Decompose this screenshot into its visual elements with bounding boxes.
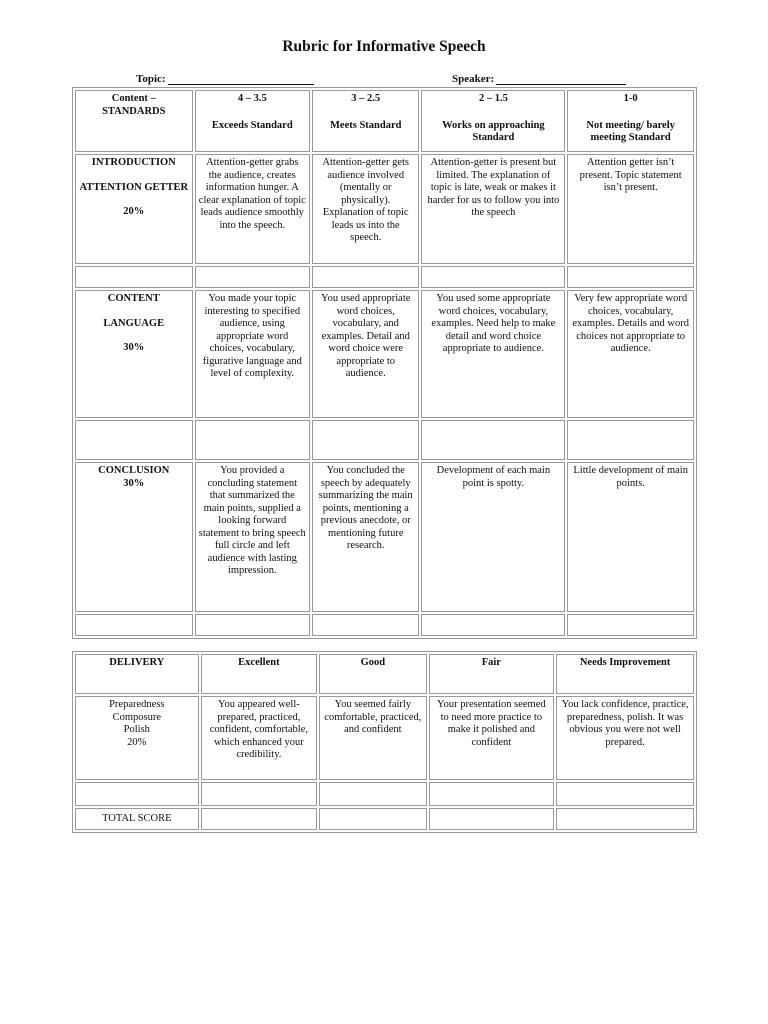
score-cell[interactable] (567, 614, 694, 636)
descriptor-cell: Attention-getter grabs the audience, creates information hunger. A clear explanation of topic leads audience smoothly into the speech. (195, 154, 311, 264)
level-label: Meets Standard (330, 119, 402, 131)
criterion-line: ATTENTION GETTER (79, 181, 189, 193)
content-standards-header (75, 90, 193, 152)
descriptor-cell: You made your topic interesting to specified audience, using appropriate word choices, vocabulary, figurative language and level of complexity. (195, 290, 311, 418)
descriptor-cell: Attention-getter is present but limited. The explanation of topic is late, weak or makes it harder for us to follow you into the speech (421, 154, 565, 264)
delivery-header: DELIVERY (75, 654, 199, 694)
speaker-label: Speaker: (452, 73, 495, 85)
criterion-weight: 20% (123, 206, 145, 217)
total-score-cell[interactable] (556, 808, 694, 830)
descriptor-cell: You lack confidence, practice, preparedness, polish. It was obvious you were not well prepared. (556, 696, 694, 780)
delivery-header-row (75, 654, 694, 694)
score-cell[interactable] (312, 614, 419, 636)
standards-rubric-table (72, 87, 697, 639)
total-score-label: TOTAL SCORE (75, 808, 199, 830)
criterion-row-content (75, 290, 694, 418)
criterion-row-introduction (75, 154, 694, 264)
header-row (75, 90, 694, 152)
criterion-line: LANGUAGE (103, 317, 165, 329)
topic-field[interactable] (136, 73, 314, 85)
level-range: 2 – 1.5 (478, 93, 508, 104)
score-cell[interactable] (421, 614, 565, 636)
descriptor-cell: You provided a concluding statement that summarized the main points, supplied a looking forward statement to bring speech full circle and left audience with lasting impression. (195, 462, 311, 612)
total-score-cell[interactable] (201, 808, 318, 830)
descriptor-cell: You used appropriate word choices, vocabulary, and examples. Detail and word choice were appropriate to audience. (312, 290, 419, 418)
descriptor-cell: You concluded the speech by adequately summarizing the main points, mentioning a previous anecdote, or mentioning future research. (312, 462, 419, 612)
descriptor-cell: You seemed fairly comfortable, practiced, and confident (319, 696, 426, 780)
criterion-line: CONCLUSION (98, 465, 170, 476)
delivery-row (75, 696, 694, 780)
score-cell[interactable] (75, 420, 193, 460)
criterion-line: INTRODUCTION (91, 157, 176, 168)
score-cell[interactable] (312, 266, 419, 288)
score-row-introduction (75, 266, 694, 288)
score-cell[interactable] (556, 782, 694, 806)
score-cell[interactable] (201, 782, 318, 806)
score-cell[interactable] (195, 614, 311, 636)
score-cell[interactable] (195, 266, 311, 288)
score-cell[interactable] (75, 266, 193, 288)
score-cell[interactable] (421, 420, 565, 460)
delivery-criterion-name (75, 696, 199, 780)
level-header-exceeds (195, 90, 311, 152)
criterion-name-content (75, 290, 193, 418)
descriptor-cell: Very few appropriate word choices, vocabulary, examples. Details and word choices not appropriate to audience. (567, 290, 694, 418)
criterion-row-conclusion (75, 462, 694, 612)
score-cell[interactable] (567, 266, 694, 288)
score-cell[interactable] (421, 266, 565, 288)
delivery-level-good: Good (319, 654, 426, 694)
level-header-meets (312, 90, 419, 152)
topic-blank-line[interactable] (168, 74, 314, 85)
page-title: Rubric for Informative Speech (282, 38, 486, 55)
delivery-level-fair: Fair (429, 654, 555, 694)
content-header-line1: Content – (111, 93, 156, 104)
content-header-line2: STANDARDS (102, 105, 166, 117)
descriptor-cell: Your presentation seemed to need more practice to make it polished and confident (429, 696, 555, 780)
total-score-cell[interactable] (429, 808, 555, 830)
level-range: 3 – 2.5 (351, 93, 381, 104)
level-range: 1-0 (623, 93, 638, 104)
level-range: 4 – 3.5 (237, 93, 267, 104)
score-cell[interactable] (195, 420, 311, 460)
criterion-weight: 30% (123, 342, 145, 353)
descriptor-cell: Development of each main point is spotty. (421, 462, 565, 612)
descriptor-cell: You used some appropriate word choices, vocabulary, examples. Need help to make detail and word choice appropriate to audience. (421, 290, 565, 418)
descriptor-cell: Attention getter isn’t present. Topic statement isn’t present. (567, 154, 694, 264)
delivery-rubric-table (72, 651, 697, 833)
total-score-cell[interactable] (319, 808, 426, 830)
level-label: Works on approaching Standard (442, 119, 545, 143)
descriptor-cell: Attention-getter gets audience involved (mentally or physically). Explanation of topic leads us into the speech. (312, 154, 419, 264)
level-header-not-meeting (567, 90, 694, 152)
criterion-line: CONTENT (107, 293, 160, 304)
score-cell[interactable] (312, 420, 419, 460)
score-cell[interactable] (429, 782, 555, 806)
delivery-line: Polish (123, 724, 150, 735)
score-cell[interactable] (567, 420, 694, 460)
score-cell[interactable] (75, 614, 193, 636)
total-score-row (75, 808, 694, 830)
score-cell[interactable] (319, 782, 426, 806)
speaker-field[interactable] (452, 73, 626, 85)
criterion-name-introduction (75, 154, 193, 264)
delivery-line: Preparedness (109, 699, 165, 710)
score-row-conclusion (75, 614, 694, 636)
delivery-level-excellent: Excellent (201, 654, 318, 694)
level-header-approaching (421, 90, 565, 152)
descriptor-cell: You appeared well-prepared, practiced, confident, comfortable, which enhanced your credibility. (201, 696, 318, 780)
descriptor-cell: Little development of main points. (567, 462, 694, 612)
score-cell[interactable] (75, 782, 199, 806)
score-row-delivery (75, 782, 694, 806)
score-row-content (75, 420, 694, 460)
delivery-line: Composure (112, 711, 162, 723)
delivery-weight: 20% (127, 736, 147, 748)
criterion-weight: 30% (123, 477, 145, 489)
delivery-level-needs-improvement: Needs Improvement (556, 654, 694, 694)
criterion-name-conclusion (75, 462, 193, 612)
topic-label: Topic: (136, 73, 166, 85)
level-label: Exceeds Standard (211, 119, 293, 131)
speaker-blank-line[interactable] (496, 74, 626, 85)
level-label: Not meeting/ barely meeting Standard (586, 119, 675, 143)
